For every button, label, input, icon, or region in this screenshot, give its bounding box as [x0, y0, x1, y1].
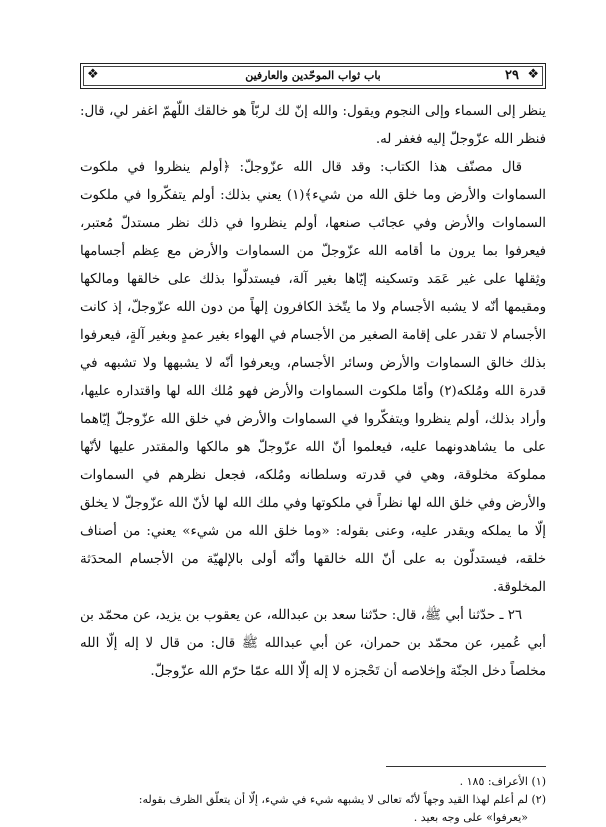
- main-text: [80, 98, 546, 686]
- footnote-1: (١) الأعراف: ١٨٥ .: [459, 775, 546, 788]
- footnote-2-continued: «يعرفوا» على وجه بعيد .: [413, 811, 528, 824]
- page-number: ٢٩: [505, 68, 519, 83]
- ornament-icon: ❖: [87, 67, 99, 82]
- paragraph-1: ينظر إلى السماء وإلى النجوم ويقول: والله إنّ لك لربّاً هو خالقك اللّهمّ اغفر لي، قال: فنظر الله عزّوجلّ إليه فغفر له.: [80, 104, 546, 147]
- paragraph-2: قال مصنّف هذا الكتاب: وقد قال الله عزّوجلّ: ﴿أولم ينظروا في ملكوت السماوات والأرض وما خلق الله من شيء﴾(١) يعني بذلك: أولم يتفكّروا في ملكوت السماوات والأرض وفي عجائب صنعها، أولم ينظروا في ذلك نظر مستدلّ مُعتبر، فيعرفوا بما يرون ما أقامه الله عزّوجلّ من السماوات والأرض مع عِظم أجسامها وثِقلها على غير عَمَد وتسكينه إيّاها بغير آلة، فيستدلّوا بذلك على خالقها ومالكها ومقيمها أنّه لا يشبه الأجسام ولا ما يتّخذ الكافرون إلهاً من دون الله عزّوجلّ، إذ كانت الأجسام لا تقدر على إقامة الصغير من الأجسام في الهواء بغير عمدٍ وبغير آلةٍ، فيعرفوا بذلك خالق السماوات والأرض وسائر الأجسام، ويعرفوا أنّه لا يشبهها ولا تشبهه في قدرة الله ومُلكه(٢) وأمّا ملكوت السماوات والأرض فهو مُلك الله لها واقتداره عليها، وأراد بذلك، أولم ينظروا ويتفكّروا في السماوات والأرض في خلق الله عزّوجلّ إيّاهما على ما يشاهدونهما عليه، فيعلموا أنّ الله عزّوجلّ هو مالكها والمقتدر عليها لأنّها مملوكة مخلوقة، وهي في قدرته وسلطانه ومُلكه، فجعل نظرهم في السماوات والأرض وفي خلق الله لها نظراً في ملكوتها وفي ملك الله لها لأنّ الله عزّوجلّ لا يخلق إلّا ما يملكه ويقدر عليه، وعنى بقوله: «وما خلق الله من شيء» يعني: من أصناف خلقه، فيستدلّون به على أنّ الله خالقها وأنّه أولى بالإلهيّة من الأجسام المحدَثة المخلوقة.: [80, 160, 546, 595]
- footnote-2: (٢) لم أعلم لهذا القيد وجهاً لأنّه تعالى لا يشبهه شيء في شيء، إلّا أن يتعلّق الظرف بقوله:: [138, 793, 546, 806]
- header-title: باب ثواب الموحّدين والعارفين: [245, 69, 381, 82]
- ornament-icon: ❖: [527, 67, 539, 82]
- footnotes: [80, 773, 546, 827]
- running-header: [80, 63, 546, 89]
- paragraph-3: ٢٦ ـ حدّثنا أبي ﷺ، قال: حدّثنا سعد بن عبدالله، عن يعقوب بن يزيد، عن محمّد بن أبي عُمير، عن محمّد بن حمران، عن أبي عبدالله ﷺ قال: من قال لا إله إلّا الله مخلصاً دخل الجنّة وإخلاصه أن تَحْجزه لا إله إلّا الله عمّا حرّم الله عزّوجلّ.: [80, 608, 546, 679]
- footnote-separator: [386, 766, 546, 767]
